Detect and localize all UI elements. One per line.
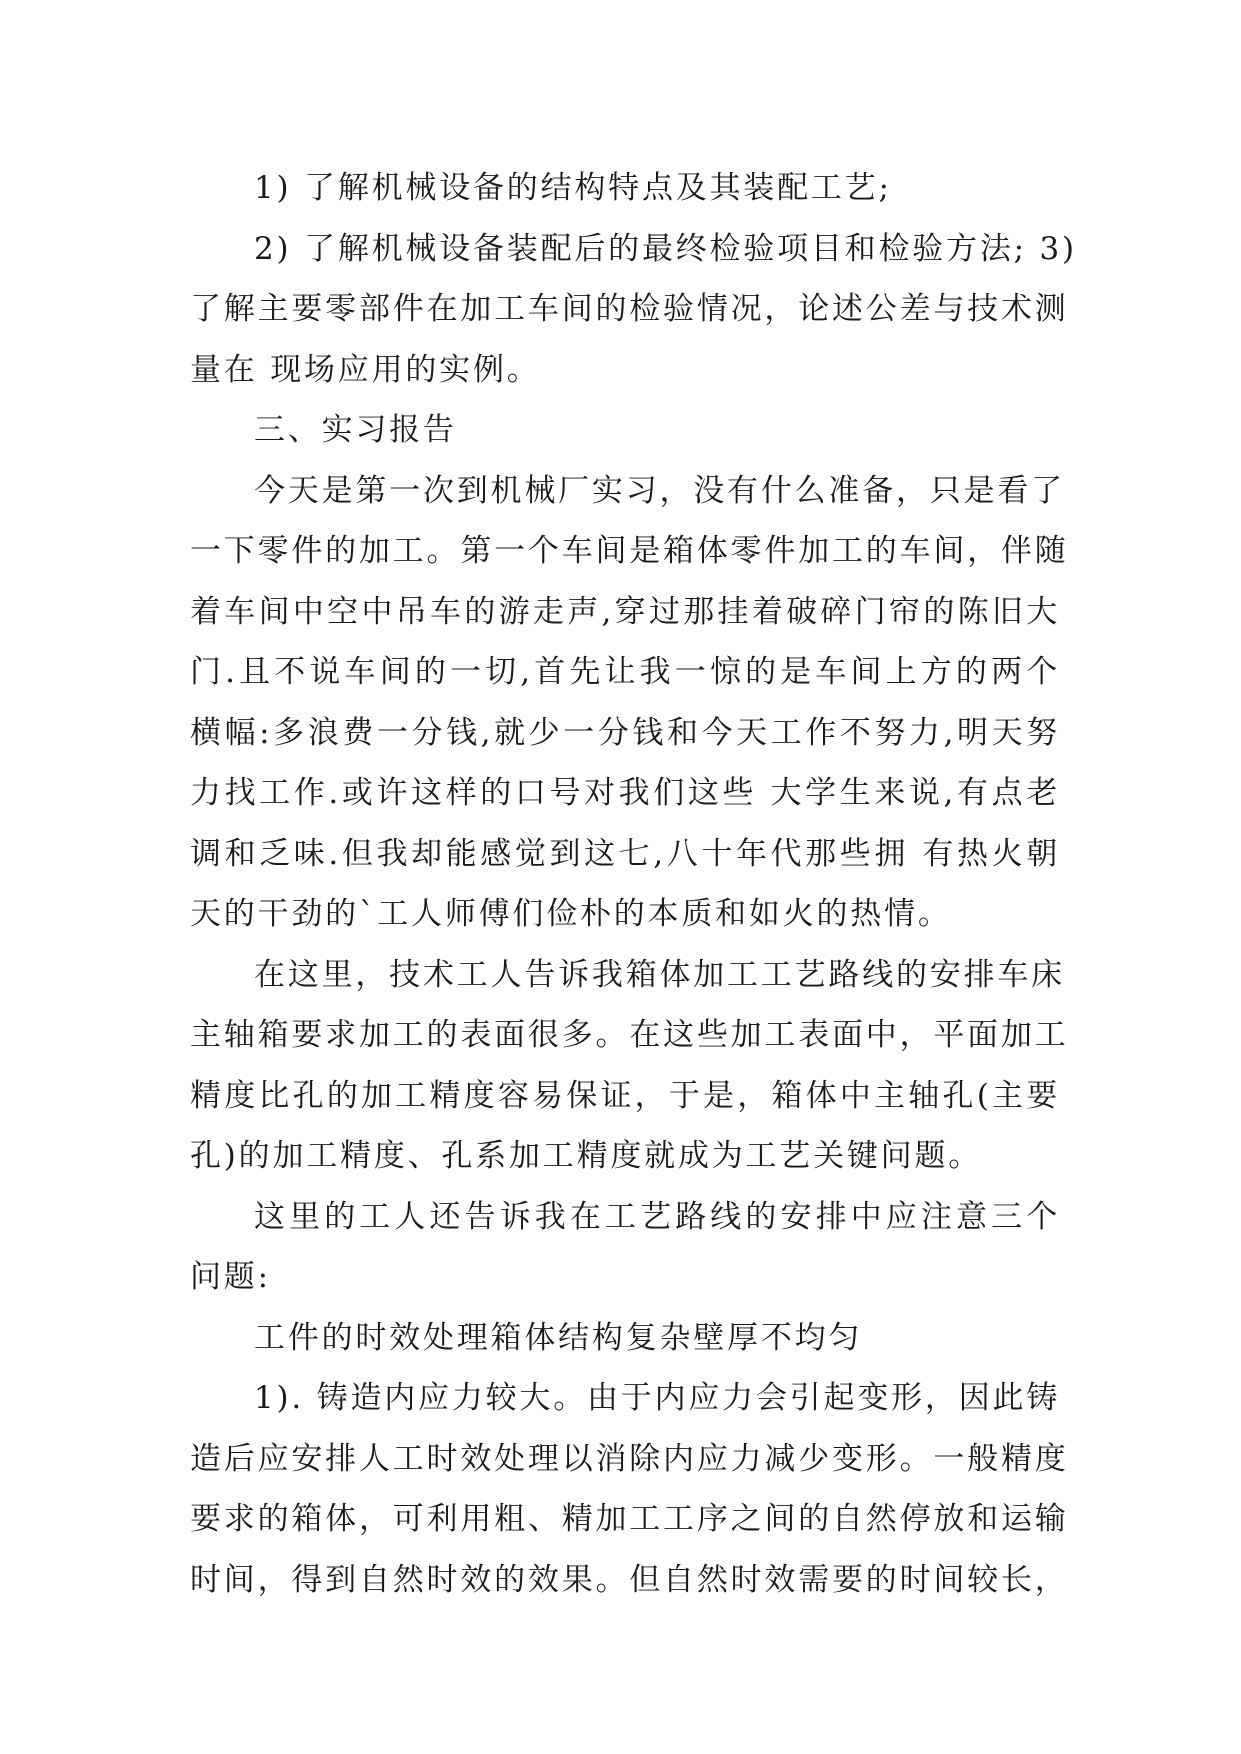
text-line: 力找工作.或许这样的口号对我们这些 大学生来说,有点老 xyxy=(190,775,1060,811)
text-line: 着车间中空中吊车的游走声,穿过那挂着破碎门帘的陈旧大 xyxy=(190,593,1060,630)
text-line: 天的干劲的`工人师傅们俭朴的本质和如火的热情。 xyxy=(190,896,952,932)
text-line: 今天是第一次到机械厂实习，没有什么准备，只是看了 xyxy=(254,472,1065,509)
text-line: 问题: xyxy=(190,1259,271,1295)
text-line: 精度比孔的加工精度容易保证，于是，箱体中主轴孔(主要 xyxy=(190,1077,1060,1114)
text-line: 一下零件的加工。第一个车间是箱体零件加工的车间，伴随 xyxy=(190,533,1069,569)
text-line: 造后应安排人工时效处理以消除内应力减少变形。一般精度 xyxy=(190,1440,1069,1477)
text-line: 横幅:多浪费一分钱,就少一分钱和今天工作不努力,明天努 xyxy=(190,714,1060,751)
text-line: 量在 现场应用的实例。 xyxy=(190,351,541,388)
text-line: 工件的时效处理箱体结构复杂壁厚不均匀 xyxy=(254,1319,863,1356)
text-line: 时间，得到自然时效的效果。但自然时效需要的时间较长， xyxy=(190,1561,1069,1598)
text-line: 三、实习报告 xyxy=(254,412,457,448)
text-line: 主轴箱要求加工的表面很多。在这些加工表面中，平面加工 xyxy=(190,1017,1069,1053)
text-line: 孔)的加工精度、孔系加工精度就成为工艺关键问题。 xyxy=(190,1138,983,1174)
text-line: 调和乏味.但我却能感觉到这七,八十年代那些拥 有热火朝 xyxy=(190,835,1060,872)
text-line: 了解主要零部件在加工车间的检验情况，论述公差与技术测 xyxy=(190,291,1069,327)
document-body xyxy=(190,158,1077,1610)
text-line: 1) 了解机械设备的结构特点及其装配工艺; xyxy=(254,170,892,206)
text-line: 这里的工人还告诉我在工艺路线的安排中应注意三个 xyxy=(254,1198,1060,1235)
text-line: 要求的箱体，可利用粗、精加工工序之间的自然停放和运输 xyxy=(190,1501,1069,1537)
text-line: 在这里，技术工人告诉我箱体加工工艺路线的安排车床 xyxy=(254,956,1065,993)
text-line: 1). 铸造内应力较大。由于内应力会引起变形，因此铸 xyxy=(254,1380,1061,1416)
text-line: 2) 了解机械设备装配后的最终检验项目和检验方法; 3) xyxy=(254,230,1077,267)
text-line: 门.且不说车间的一切,首先让我一惊的是车间上方的两个 xyxy=(190,654,1060,690)
